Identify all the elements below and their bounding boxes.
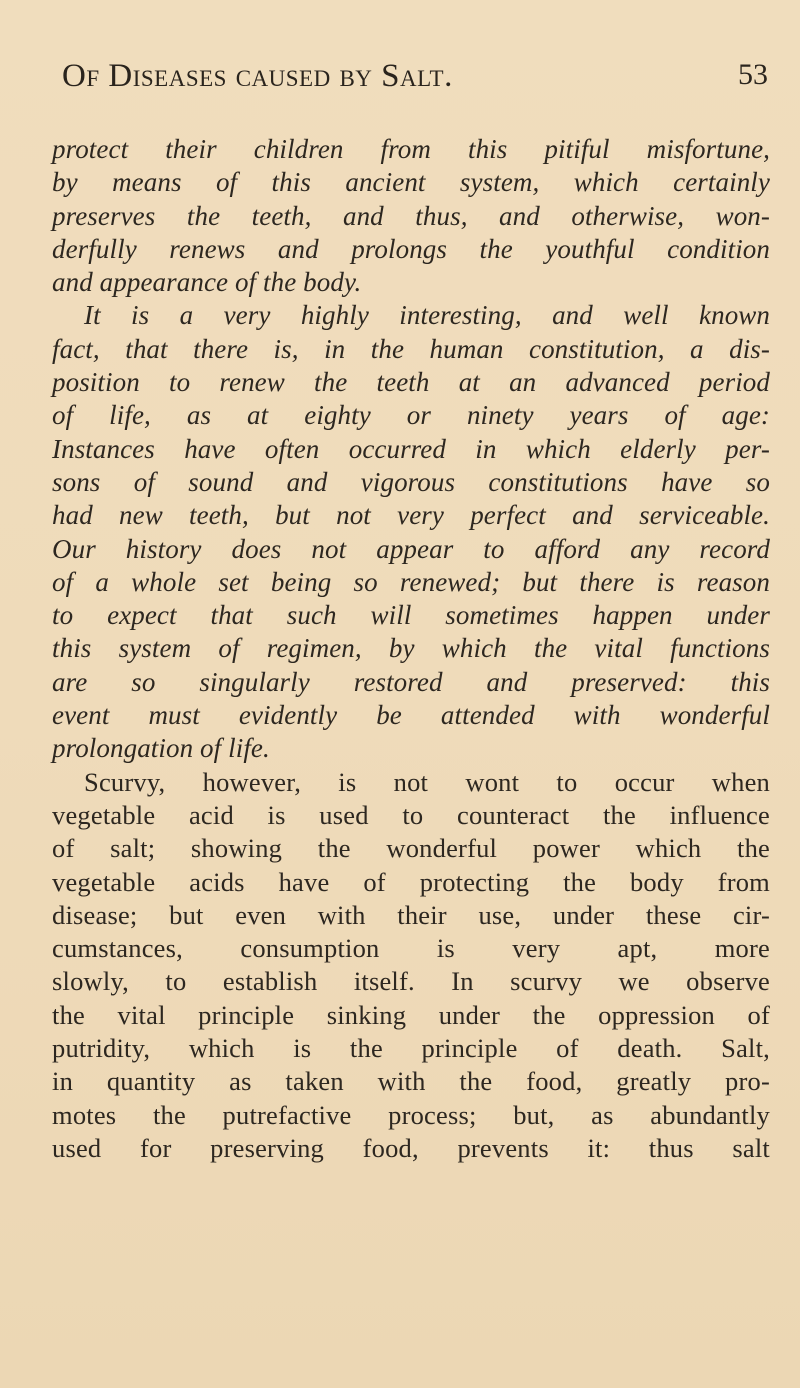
text-line: preserves the teeth, and thus, and otherwise, won- xyxy=(52,200,770,231)
page-header xyxy=(62,58,768,102)
text-line: are so singularly restored and preserved: this xyxy=(52,666,770,697)
running-head: Of Diseases caused by Salt. xyxy=(62,58,453,94)
paragraph-2 xyxy=(52,299,770,765)
text-line: motes the putrefactive process; but, as abundantly xyxy=(52,1099,770,1130)
text-line: protect their children from this pitiful misfortune, xyxy=(52,134,770,164)
text-line: to expect that such will sometimes happen under xyxy=(52,600,770,631)
text-line: putridity, which is the principle of death. Salt, xyxy=(52,1033,770,1064)
text-line: disease; but even with their use, under these cir- xyxy=(52,899,770,930)
text-line: used for preserving food, prevents it: thus salt xyxy=(52,1132,770,1163)
text-line: by means of this ancient system, which certainly xyxy=(52,167,770,198)
body-text xyxy=(52,133,770,1165)
page-number: 53 xyxy=(738,58,768,91)
text-line: of salt; showing the wonderful power which the xyxy=(52,833,770,864)
text-line: It is a very highly interesting, and well known xyxy=(84,300,770,331)
text-line: derfully renews and prolongs the youthful condition xyxy=(52,233,770,264)
text-line: Instances have often occurred in which elderly per- xyxy=(52,433,770,464)
paragraph-1 xyxy=(52,133,770,299)
text-line: vegetable acids have of protecting the body from xyxy=(52,866,770,897)
text-line: position to renew the teeth at an advanced period xyxy=(52,367,770,398)
text-line: slowly, to establish itself. In scurvy we observe xyxy=(52,966,770,997)
text-line: in quantity as taken with the food, greatly pro- xyxy=(52,1066,770,1097)
text-line: event must evidently be attended with wonderful xyxy=(52,700,770,731)
text-line: this system of regimen, by which the vital functions xyxy=(52,633,770,664)
text-line: vegetable acid is used to counteract the influence xyxy=(52,799,770,830)
text-line: of a whole set being so renewed; but there is reason xyxy=(52,566,770,597)
text-line: fact, that there is, in the human constitution, a dis- xyxy=(52,333,770,364)
text-line: prolongation of life. xyxy=(52,733,270,764)
text-line: of life, as at eighty or ninety years of age: xyxy=(52,400,770,431)
text-line: Scurvy, however, is not wont to occur when xyxy=(84,766,770,797)
text-line: Our history does not appear to afford any record xyxy=(52,533,770,564)
text-line: had new teeth, but not very perfect and serviceable. xyxy=(52,500,770,531)
text-line: the vital principle sinking under the oppression of xyxy=(52,999,770,1030)
text-line: sons of sound and vigorous constitutions have so xyxy=(52,466,770,497)
paragraph-3 xyxy=(52,766,770,1166)
text-line: and appearance of the body. xyxy=(52,267,362,298)
text-line: cumstances, consumption is very apt, more xyxy=(52,933,770,964)
